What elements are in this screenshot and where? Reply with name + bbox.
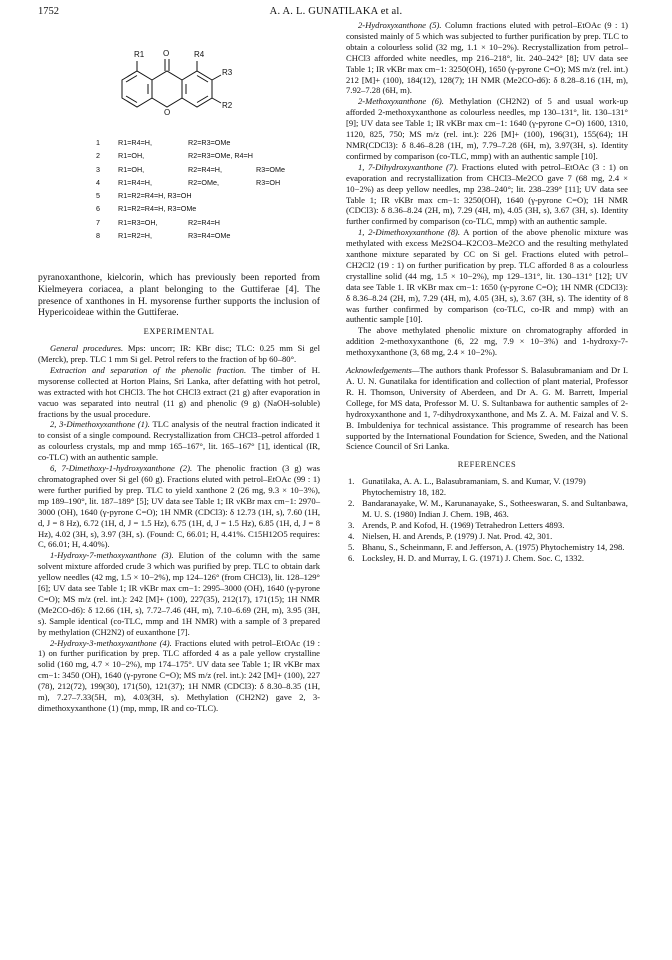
ring-oxygen-label: O [164, 108, 171, 117]
compound-row: 8 R1=R2=H, R3=R4=OMe [96, 231, 231, 241]
compound-3-paragraph: 1-Hydroxy-7-methoxyxanthone (3). Elution of the column with the same solvent mixture afforded crude 3 which was purified by prep. TLC to obtain dark yellow needles (42 mg, 1.5 × 10−2%), mp 124–126° (from CHCl3), lit. 128–129° [6]; UV data see Table 1; IR νKBr max cm−1: 2995–3000 (OH), 1640 (γ-pyrone C=O); MS m/z (rel. int.): 242 [M]+ (100), 227(35), 212(17), 171(15); 1H NMR (Me2CO-d6): δ 12.66 (1H, s), 7.72–7.46 (4H, m), 7.10–6.69 (2H, m), 3.95 (3H, s). Sample identical (co-TLC, mmp and 1H NMR) with a sample of 3 prepared by methylation (CH2N2) of euxanthone [7]. [38, 550, 320, 637]
reference-item: 3. Arends, P. and Kofod, H. (1969) Tetrahedron Letters 4893. [348, 519, 565, 530]
pyrone-ring [152, 71, 182, 107]
reference-item: 4. Nielsen, H. and Arends, P. (1979) J. Nat. Prod. 42, 301. [348, 530, 553, 541]
xanthone-skeleton-drawing [98, 40, 258, 132]
compound-1-paragraph: 2, 3-Dimethoxyxanthone (1). TLC analysis of the neutral fraction indicated it to consist of a single compound. Recrystallization from CHCl3–petrol afforded 1 as colourless crystals, mp and mmp 165–167°, lit. 165–167° [1], identical (IR, co-TLC) with an authentic sample. [38, 419, 320, 463]
xanthone-structure-figure [38, 40, 320, 272]
compound-2-paragraph: 6, 7-Dimethoxy-1-hydroxyxanthone (2). The phenolic fraction (3 g) was chromatographed over Si gel (60 g). Fractions eluted with petrol–EtOAc (99 : 1) were further purified by prep. TLC to yield xanthone 2 (26 mg, 9.3 × 10−3%), mp 189–190°, lit. 187–189° [5]; UV data see Table 1; IR νKBr max cm−1: 2970–3000 (OH), 1640 (γ-pyrone C=O); 1H NMR (CDCl3): δ 12.73 (1H, s), 7.60 (1H, d, J = 8 Hz), 6.72 (1H, d, J = 1.5 Hz), 6.75 (1H, d, J = 1.5 Hz), 6.85 (1H, d, J = 8 Hz), 4.02 (3H, s), 3.97 (3H, s). (Found: C, 66.01; H, 4.41%. C15H12O5 requires: C, 66.01; H, 4.40%). [38, 463, 320, 550]
compound-7-paragraph: 1, 7-Dihydroxyxanthone (7). Fractions eluted with petrol–EtOAc (3 : 1) on evaporation and recrystallization from CHCl3–Me2CO gave 7 (68 mg, 2.4 × 10−2%) as deep yellow needles, mp 238–240°; lit. 238–239° [11]; UV data see Table 1; IR νKBr max cm−1: 3250(OH), 1640 (γ-pyrone C=O); 1H NMR (CDCl3): δ 8.36–8.24 (2H, m), 7.29 (4H, m), 4.05 (3H, s), 3.67 (3H, s). Identity further confirmed by comparison (co-TLC, mmp) with an authentic sample. [346, 161, 628, 227]
extraction-paragraph: Extraction and separation of the phenolic fraction. The timber of H. mysorense collected at Horton Plains, Sri Lanka, after defatting with hot petrol, was extracted with hot CHCl3. The hot CHCl3 extract (21 g) after evaporation in vacuo was separated into neutral (11 g) and phenolic (9 g) (NaOH-soluble) fractions by the usual procedure. [38, 364, 320, 419]
compound-8-paragraph: 1, 2-Dimethoxyxanthone (8). A portion of the above phenolic mixture was methylated with excess Me2SO4–K2CO3–Me2CO and the resulting methylated xanthone mixture separated by CC on Si gel. Fractions eluted with petrol–CH2Cl2 (19 : 1) on further purification by prep. TLC afforded 8 as a colourless crystalline solid (44 mg, 1.5 × 10−2%), mp 129–131°, lit. 130–131° [12]; UV data see Table 1. IR νKBr max cm−1: 1650 (γ-pyrone C=O); 1H NMR (CDCl3): δ 8.36–8.24 (2H, m), 7.29 (4H, m), 4.05 (3H, s), 3.67 (3H, s). The identity of 8 was further confirmed by comparison (co-TLC, co-IR and mmp) with an authentic sample [10]. [346, 227, 628, 325]
compound-row: 1 R1=R4=H, R2=R3=OMe [96, 138, 231, 147]
compound-substituent-list [96, 136, 296, 242]
reference-item: 5. Bhanu, S., Scheinmann, F. and Jefferson, A. (1975) Phytochemistry 14, 298. [348, 541, 625, 552]
reference-item: 6. Locksley, H. D. and Murray, I. G. (1971) J. Chem. Soc. C, 1332. [348, 552, 585, 563]
running-title: A. A. L. GUNATILAKA et al. [269, 6, 403, 17]
methylated-mixture-paragraph: The above methylated phenolic mixture on chromatography afforded in addition 2-methoxyxanthone (6, 22 mg, 7.9 × 10−3%) and 1-hydroxy-7-methoxyxanthone (3, 68 mg, 2.4 × 10−2%). [346, 325, 628, 358]
compound-row: 3 R1=OH, R2=R4=H, R3=OMe [96, 164, 285, 174]
reference-item: 1. Gunatilaka, A. A. L., Balasubramaniam, S. and Kumar, V. (1979) Phytochemistry 18, 182. [348, 476, 586, 498]
compound-row: 4 R1=R4=H, R2=OMe, R3=OH [96, 177, 281, 187]
acknowledgements-paragraph: Acknowledgements—The authors thank Professor S. Balasubramaniam and Dr I. A. U. N. Gunatilaka for identification and collection of plant material, Professor R. H. Thomson, University of Aberdeen, and Dr A. G. M. Barrett, Imperial College, for MS data, Professor M. U. S. Sultanbawa for authentic samples of 2-hydroxyxanthone and 1, 7-dihydroxyxanthone, and Ms Z. A. M. Faizal and V. S. B. Imbuldeniya for technical assistance. This programme of research has been supported by the International Foundation for Science, Sweden, and the National Science Council of Sri Lanka. [346, 365, 628, 452]
experimental-heading: EXPERIMENTAL [143, 327, 215, 337]
compound-row: 7 R1=R3=OH, R2=R4=H [96, 217, 220, 227]
r1-label: R1 [134, 50, 145, 59]
compound-row: 2 R1=OH, R2=R3=OMe, R4=H [96, 151, 253, 161]
left-column [38, 40, 320, 714]
r4-label: R4 [194, 50, 205, 59]
page-number: 1752 [38, 6, 59, 17]
reference-list [346, 476, 628, 563]
reference-item: 2. Bandaranayake, W. M., Karunanayake, S., Sotheeswaran, S. and Sultanbawa, M. U. S. (1980) Indian J. Chem. 19B, 463. [348, 498, 628, 519]
r2-label: R2 [222, 101, 233, 110]
right-column [346, 20, 628, 564]
r3-label: R3 [222, 68, 233, 77]
compound-4-paragraph: 2-Hydroxy-3-methoxyxanthone (4). Fractions eluted with petrol–EtOAc (19 : 1) on further purification by prep. TLC afforded 4 as a pale yellow crystalline solid (160 mg, 4.7 × 10−2%), mp 174–175°. UV data see Table 1; IR νKBr max cm−1: 3450 (OH), 1640 (γ-pyrone C=O); MS m/z (rel. int.): 242 [M]+ (100), 227 (78), 212(72), 199(30), 171(50), 121(37); 1H NMR (CDCl3): δ 8.30–8.35 (1H, m), 7.27–7.33(5H, m), 4.03(3H, s). Methylation (CH2N2) gave 2, 3-dimethoxyxanthone (1) (mp, mmp, IR and co-TLC). [38, 637, 320, 713]
references-heading: REFERENCES [457, 460, 517, 470]
compound-row: 6 R1=R2=R4=H, R3=OMe [96, 204, 197, 214]
compound-row: 5 R1=R2=R4=H, R3=OH [96, 191, 192, 201]
general-procedures-paragraph: General procedures. Mps: uncorr; IR: KBr disc; TLC: 0.25 mm Si gel (Merck), prep. TLC 1 mm Si gel. Petrol refers to the fraction of bp 60–80°. [38, 343, 320, 364]
compound-5-paragraph: 2-Hydroxyxanthone (5). Column fractions eluted with petrol–EtOAc (9 : 1) consisted mainly of 5 which was subjected to further purification by prep. TLC to obtain a colourless solid (32 mg, 1.1 × 10−2%). Recrystallization from petrol–CHCl3 afforded white needles, mp 216–218°, lit. 240–242° [8]; UV data see Table 1; IR νKBr max cm−1: 3250(OH), 1650 (γ-pyrone C=O); MS m/z (rel. int.) 212 [M]+ (100), 184(12), 128(7); 1H NMR (Me2CO-d6): δ 8.28–8.16 (1H, m), 7.92–7.28 (6H, m). [346, 20, 629, 96]
compound-6-paragraph: 2-Methoxyxanthone (6). Methylation (CH2N2) of 5 and usual work-up afforded 2-methoxyxanthone as colourless needles, mp 130–131°, lit. 130–131° [9]; UV data see Table 1; IR νKBr max cm−1: 1640 (γ-pyrone C=O) 1600, 1310, 1120, 825, 750; MS m/z (rel. int.): 226 [M]+ (100), 196(31), 155(64); 1H NMR(CDCl3): δ 8.46–8.28 (1H, m), 7.79–7.28 (6H, m), 3.97(3H, s). Identity confirmed by comparison (co-TLC, mmp) with an authentic sample [10]. [346, 96, 628, 161]
intro-paragraph: pyranoxanthone, kielcorin, which has previously been reported from Kielmeyera coriacea, a plant belonging to the Guttiferae [4]. The presence of xanthones in H. mysorense further supports the inclusion of Hypericoideae within the Guttiferae. [38, 272, 320, 319]
carbonyl-oxygen-label: O [163, 49, 170, 58]
